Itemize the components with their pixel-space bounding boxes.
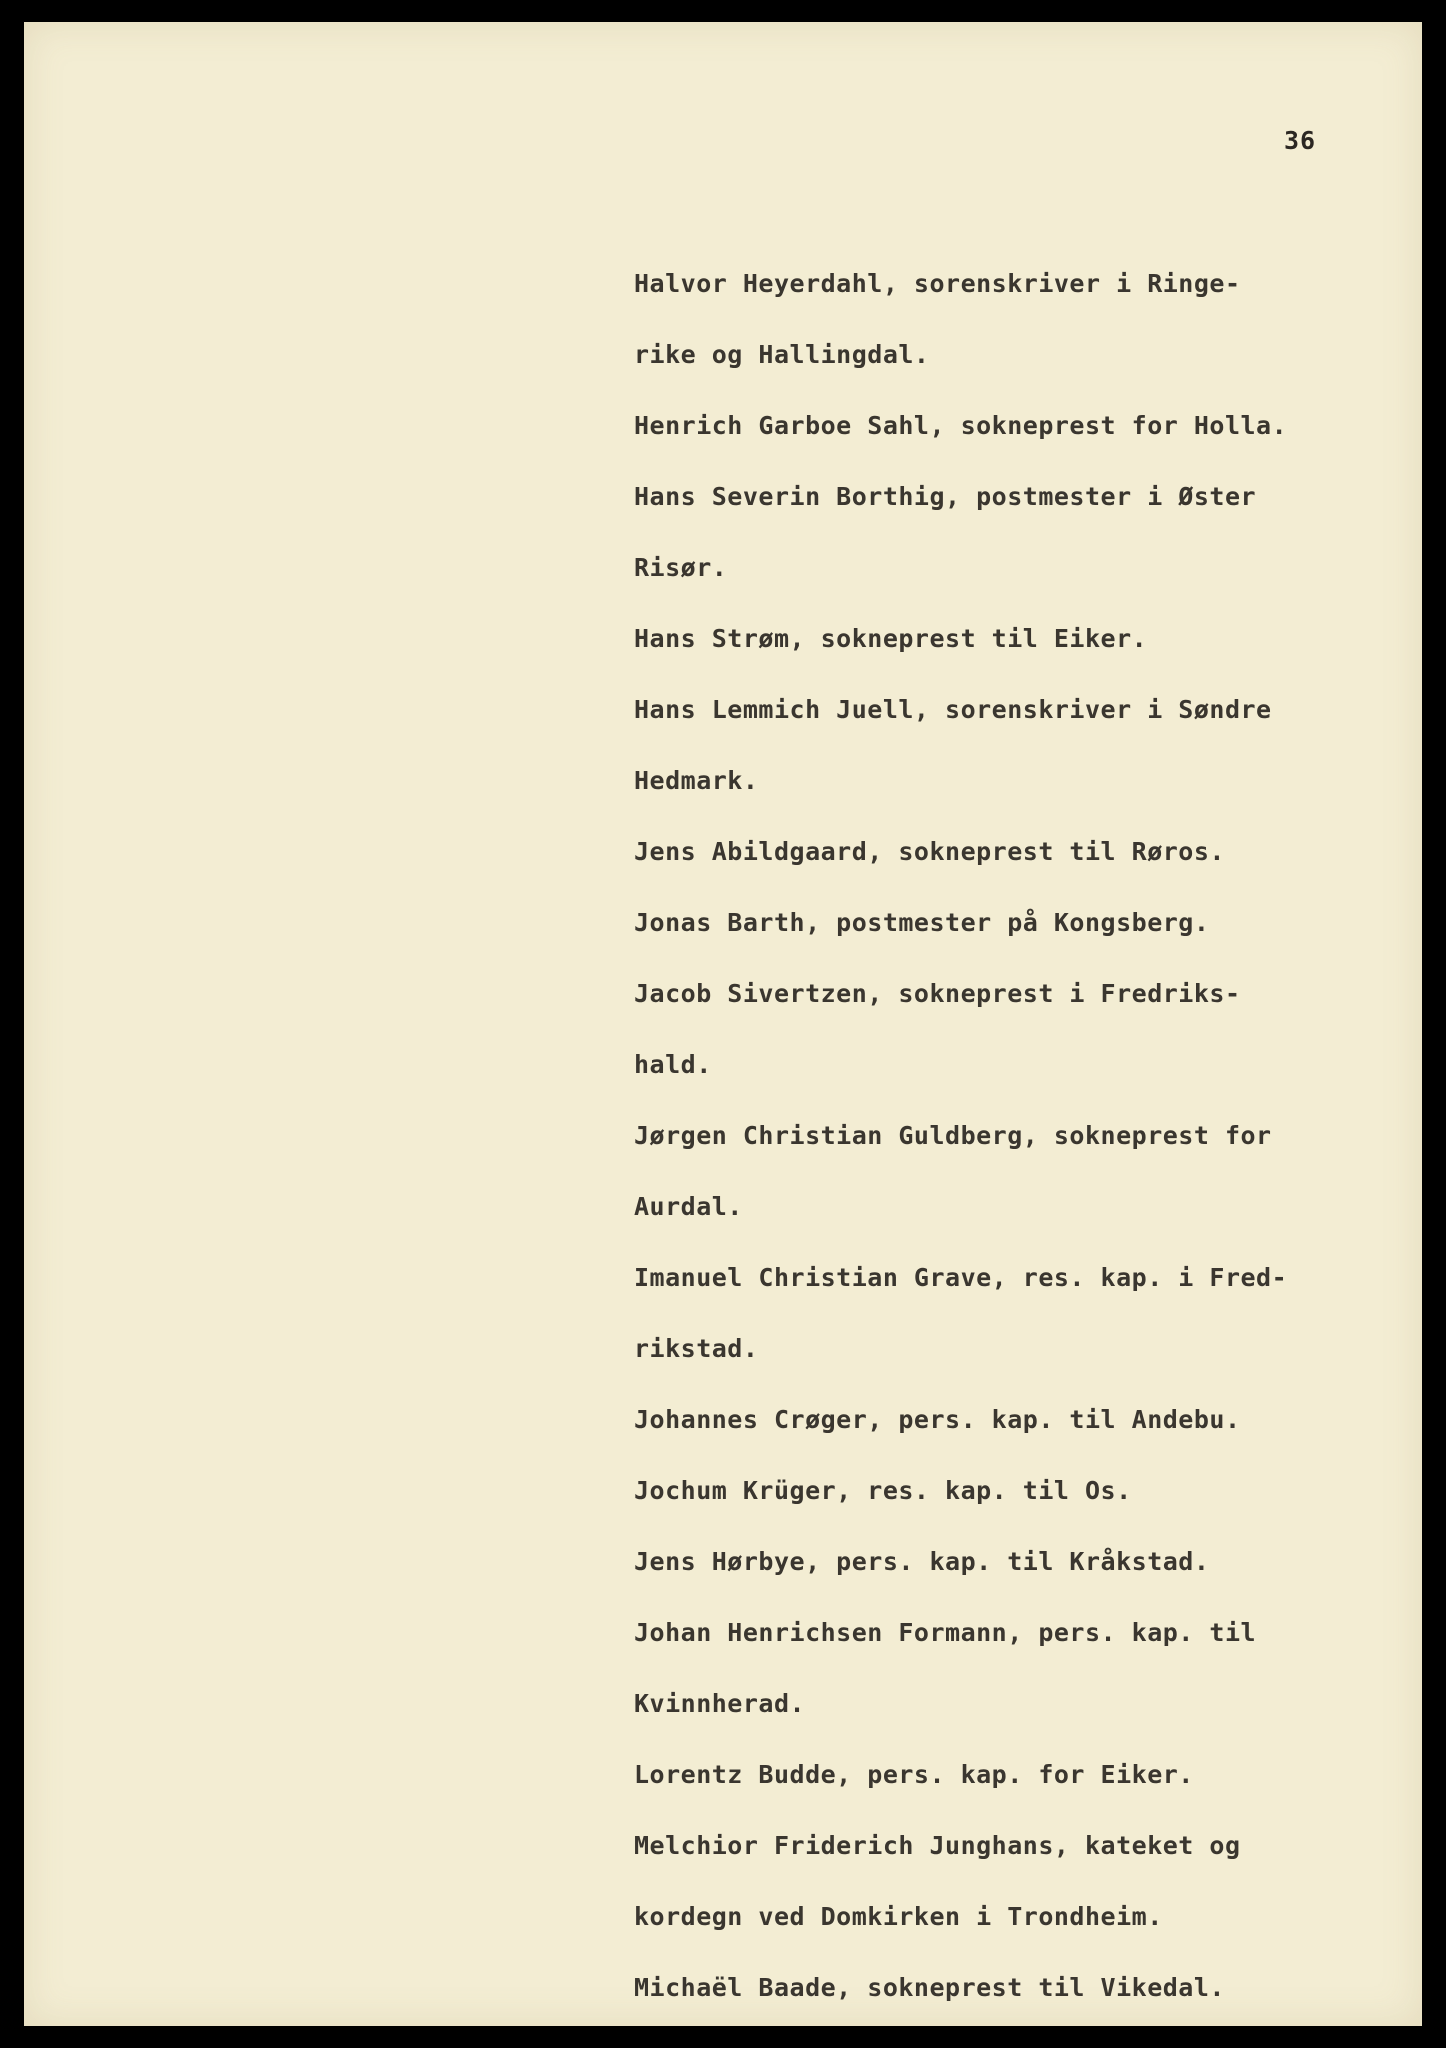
entry-line: rikstad. xyxy=(634,1334,759,1363)
entry-line: Hans Severin Borthig, postmester i Øster xyxy=(634,482,1257,511)
entry-line: Jonas Barth, postmester på Kongsberg. xyxy=(634,908,1210,937)
entry-line: Risør. xyxy=(634,553,728,582)
entry-line: Jens Hørbye, pers. kap. til Kråkstad. xyxy=(634,1547,1210,1576)
entry-line: Melchior Friderich Junghans, kateket og xyxy=(634,1831,1241,1860)
entry-line: Jochum Krüger, res. kap. til Os. xyxy=(634,1476,1132,1505)
entry-line: hald. xyxy=(634,1050,712,1079)
list-item xyxy=(634,958,1434,1100)
entry-line: Hans Strøm, sokneprest til Eiker. xyxy=(634,624,1148,653)
entry-line: Johan Henrichsen Formann, pers. kap. til xyxy=(634,1618,1257,1647)
entry-line: Aurdal. xyxy=(634,1192,743,1221)
page-number: 36 xyxy=(1284,126,1317,155)
list-item xyxy=(634,1384,1434,1455)
entry-line: Hedmark. xyxy=(634,766,759,795)
list-item xyxy=(634,1952,1434,2023)
list-item xyxy=(634,1597,1434,1739)
entry-line: Jens Abildgaard, sokneprest til Røros. xyxy=(634,837,1225,866)
entry-line: Hans Lemmich Juell, sorenskriver i Søndre xyxy=(634,695,1272,724)
entry-line: Imanuel Christian Grave, res. kap. i Fred- xyxy=(634,1263,1288,1292)
entry-line: Halvor Heyerdahl, sorenskriver i Ringe- xyxy=(634,269,1241,298)
list-item xyxy=(634,1455,1434,1526)
entry-line: Jørgen Christian Guldberg, sokneprest for xyxy=(634,1121,1272,1150)
entry-line: Jacob Sivertzen, sokneprest i Fredriks- xyxy=(634,979,1241,1008)
list-item xyxy=(634,603,1434,674)
list-item xyxy=(634,887,1434,958)
entry-line: Johannes Crøger, pers. kap. til Andebu. xyxy=(634,1405,1241,1434)
entry-list xyxy=(634,248,1434,2023)
entry-line: Michaël Baade, sokneprest til Vikedal. xyxy=(634,1973,1225,2002)
list-item xyxy=(634,1242,1434,1384)
list-item xyxy=(634,1810,1434,1952)
list-item xyxy=(634,674,1434,816)
list-item xyxy=(634,1100,1434,1242)
list-item xyxy=(634,390,1434,461)
entry-line: kordegn ved Domkirken i Trondheim. xyxy=(634,1902,1163,1931)
entry-line: rike og Hallingdal. xyxy=(634,340,930,369)
list-item xyxy=(634,461,1434,603)
list-item xyxy=(634,1739,1434,1810)
list-item xyxy=(634,248,1434,390)
entry-line: Henrich Garboe Sahl, sokneprest for Holla. xyxy=(634,411,1288,440)
list-item xyxy=(634,1526,1434,1597)
typewritten-page xyxy=(24,22,1422,2026)
list-item xyxy=(634,816,1434,887)
entry-line: Kvinnherad. xyxy=(634,1689,806,1718)
entry-line: Lorentz Budde, pers. kap. for Eiker. xyxy=(634,1760,1194,1789)
